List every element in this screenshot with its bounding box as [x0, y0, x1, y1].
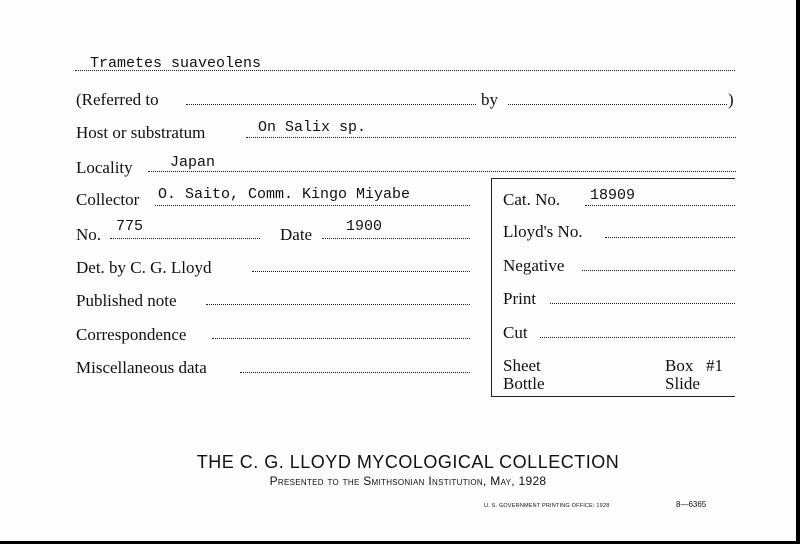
collection-subtitle: Presented to the Smithsonian Institution, May, 1928: [269, 474, 547, 488]
no-value: 775: [116, 218, 144, 235]
cut-label: Cut: [503, 323, 528, 342]
published-label: Published note: [76, 291, 177, 310]
collector-line: [155, 205, 470, 206]
cat-no-line: [585, 205, 735, 206]
date-line: [322, 238, 470, 239]
published-line: [206, 304, 470, 305]
sheet-label: Sheet: [503, 356, 541, 375]
cat-no-label: Cat. No.: [503, 190, 561, 209]
misc-label: Miscellaneous data: [76, 358, 207, 377]
referred-by-label: by: [481, 90, 498, 109]
no-line: [110, 238, 260, 239]
correspondence-line: [212, 338, 470, 339]
cat-no-value: 18909: [590, 187, 636, 204]
locality-label: Locality: [76, 158, 133, 177]
correspondence-label: Correspondence: [76, 325, 187, 344]
referred-to-line: [186, 104, 476, 105]
box-top-border: [491, 178, 735, 179]
misc-line: [240, 372, 470, 373]
collection-title: THE C. G. LLOYD MYCOLOGICAL COLLECTION: [196, 452, 620, 472]
box-left-border: [491, 178, 492, 397]
locality-value: Japan: [170, 154, 216, 171]
negative-label: Negative: [503, 256, 565, 275]
box-label: Box: [665, 356, 694, 375]
det-label: Det. by C. G. Lloyd: [76, 258, 212, 277]
species-name: Trametes suaveolens: [90, 55, 262, 72]
referred-close: ): [728, 90, 734, 109]
print-label: Print: [503, 289, 537, 308]
lloyds-no-label: Lloyd's No.: [503, 222, 583, 241]
referred-to-label: (Referred to: [76, 90, 159, 109]
print-line: [550, 303, 735, 304]
date-value: 1900: [346, 218, 383, 235]
printing-office: U. S. GOVERNMENT PRINTING OFFICE: 1928: [484, 503, 610, 509]
date-label: Date: [280, 225, 313, 244]
det-line: [252, 271, 470, 272]
lloyds-no-line: [605, 237, 735, 238]
box-value: #1: [706, 356, 723, 375]
referred-by-line: [508, 104, 727, 105]
box-bottom-border: [491, 396, 735, 397]
negative-line: [582, 270, 735, 271]
no-label: No.: [76, 225, 102, 244]
collector-label: Collector: [76, 190, 140, 209]
collector-value: O. Saito, Comm. Kingo Miyabe: [158, 186, 411, 203]
locality-line: [148, 171, 736, 172]
form-number: 8—6365: [676, 500, 707, 509]
cut-line: [540, 337, 735, 338]
host-value: On Salix sp.: [258, 119, 367, 136]
host-line: [246, 137, 736, 138]
species-line: [75, 70, 735, 71]
host-label: Host or substratum: [76, 123, 206, 142]
slide-label: Slide: [665, 374, 700, 393]
card-right-edge: [796, 0, 800, 544]
bottle-label: Bottle: [503, 374, 545, 393]
